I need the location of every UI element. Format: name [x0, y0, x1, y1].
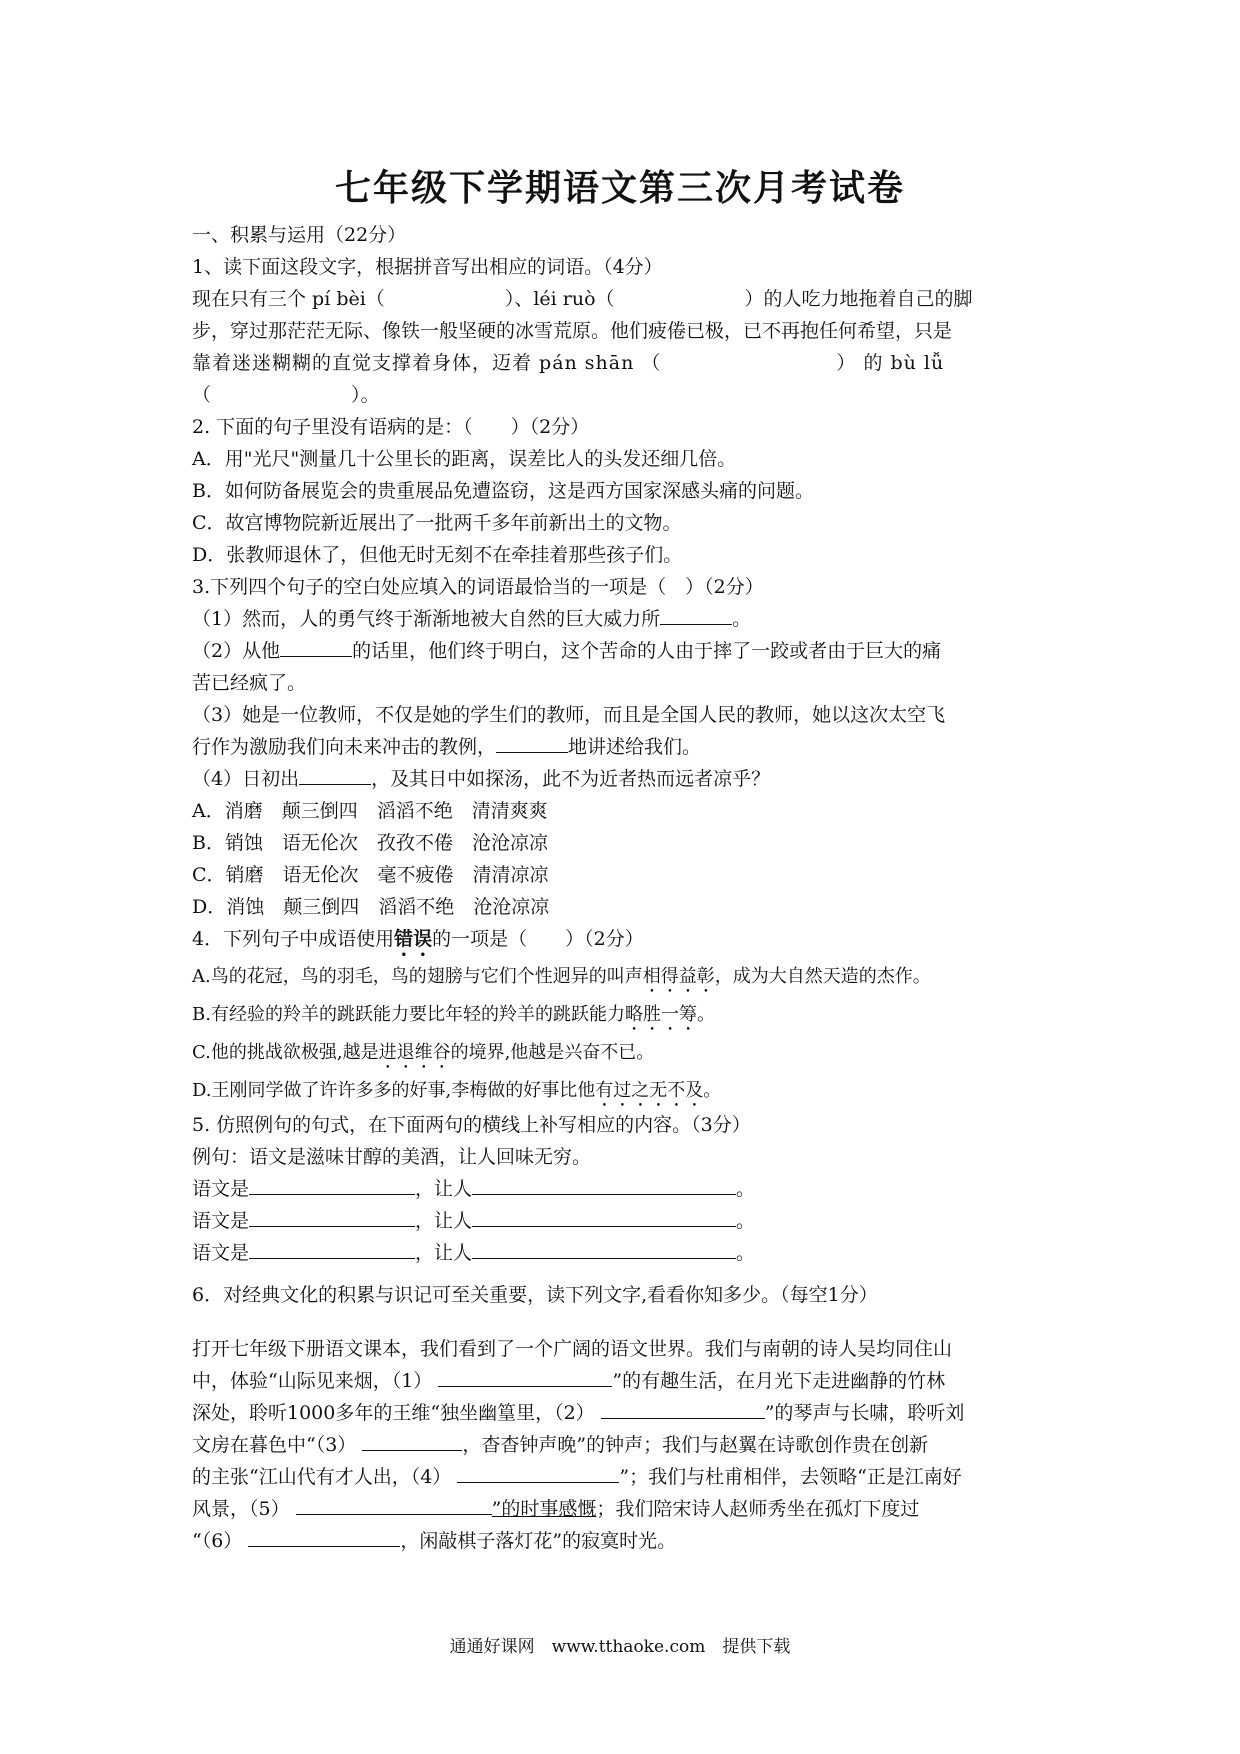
option-c: C．销磨 语无伦次 毫不疲倦 清清凉凉 [192, 864, 549, 886]
question-1-prompt: 1、读下面这段文字，根据拼音写出相应的词语。（4分） [192, 256, 663, 278]
option-a: A．用"光尺"测量几十公里长的距离，误差比人的头发还细几倍。 [192, 448, 737, 470]
fill-blank[interactable] [457, 1464, 619, 1483]
text-fragment: （ [192, 384, 212, 406]
passage-line [192, 1432, 928, 1458]
imitation-line-2 [192, 1208, 755, 1234]
text-fragment: C.他的挑战欲极强,越是 [192, 1042, 379, 1063]
text-fragment: 4．下列句子中成语使用 [192, 928, 395, 950]
idiom: 相得益彰 [642, 966, 715, 987]
option-b: B．销蚀 语无伦次 孜孜不倦 沧沧凉凉 [192, 832, 548, 854]
text-fragment: 靠着迷迷糊糊的直觉支撑着身体，迈着 pán shān （ [192, 352, 662, 374]
text-fragment: ）。 [351, 384, 380, 406]
text-fragment: 。 [696, 1004, 715, 1025]
fill-blank[interactable] [362, 1432, 462, 1451]
text-fragment: 中，体验“山际见来烟，（1） [192, 1370, 433, 1392]
passage-line [192, 1368, 945, 1394]
fill-blank[interactable] [438, 1368, 612, 1387]
text-fragment: 现在只有三个 pí bèi（ [192, 288, 385, 310]
option-c: C．故宫博物院新近展出了一批两千多年前新出土的文物。 [192, 512, 682, 534]
option-c [192, 1040, 654, 1073]
question-3-prompt: 3.下列四个句子的空白处应填入的词语最恰当的一项是（ ）（2分） [192, 576, 764, 598]
text-fragment: ”的有趣生活，在月光下走进幽静的竹林 [612, 1370, 946, 1392]
text-fragment: 的境界,他越是兴奋不已。 [450, 1042, 655, 1063]
download-footer: 通通好课网 www.tthaoke.com 提供下载 [449, 1637, 791, 1657]
text-fragment: ，杳杳钟声晚”的钟声；我们与赵翼在诗歌创作贵在创新 [462, 1434, 929, 1456]
text-fragment: ，让人 [415, 1242, 473, 1264]
sentence-2 [192, 638, 941, 664]
exam-title: 七年级下学期语文第三次月考试卷 [334, 167, 905, 209]
text-fragment: ，让人 [415, 1210, 473, 1232]
imitation-line-1 [192, 1176, 755, 1202]
text-fragment: ”；我们与杜甫相伴，去领略“正是江南好 [619, 1466, 962, 1488]
fill-blank[interactable] [296, 1496, 492, 1515]
text-fragment: ”的琴声与长啸，聆听刘 [764, 1402, 965, 1424]
text-fragment: 地讲述给我们。 [568, 736, 702, 758]
fill-blank[interactable] [249, 1208, 415, 1227]
idiom: 有过之无不及 [595, 1080, 704, 1101]
passage-line [192, 1400, 964, 1426]
question-5-prompt: 5. 仿照例句的句式，在下面两句的横线上补写相应的内容。（3分） [192, 1114, 751, 1136]
fill-blank[interactable] [249, 1176, 415, 1195]
fill-blank[interactable] [472, 1176, 736, 1195]
text-fragment: 语文是 [192, 1242, 250, 1264]
idiom: 略胜一筹 [624, 1004, 697, 1025]
sentence-2-cont: 苦已经疯了。 [192, 672, 307, 694]
option-b: B．如何防备展览会的贵重展品免遭盗窃，这是西方国家深感头痛的问题。 [192, 480, 814, 502]
passage-line [192, 1528, 676, 1554]
fill-blank[interactable] [601, 1400, 765, 1419]
option-a: A．消磨 颠三倒四 滔滔不绝 清清爽爽 [192, 800, 548, 822]
passage-line [192, 1464, 962, 1490]
section-heading: 一、积累与运用（22分） [192, 224, 407, 246]
text-fragment: 。 [736, 1242, 756, 1264]
imitation-line-3 [192, 1240, 755, 1266]
fill-blank[interactable] [299, 766, 371, 785]
question-4-prompt [192, 926, 644, 961]
example-sentence: 例句：语文是滋味甘醇的美酒，让人回味无穷。 [192, 1146, 592, 1168]
sentence-3-cont [192, 734, 701, 760]
question-6-prompt: 6．对经典文化的积累与识记可至关重要，读下列文字,看看你知多少。（每空1分） [192, 1284, 878, 1306]
text-fragment: D.王刚同学做了许许多多的好事,李梅做的好事比他 [192, 1080, 596, 1101]
sentence-1 [192, 606, 751, 632]
text-fragment: ，成为大自然天造的杰作。 [714, 966, 931, 987]
emphasized-word: 错误 [394, 928, 433, 950]
underlined-text: ”的时事感慨 [491, 1498, 597, 1520]
fill-blank[interactable] [280, 638, 352, 657]
text-fragment: B.有经验的羚羊的跳跃能力要比年轻的羚羊的跳跃能力 [192, 1004, 625, 1025]
text-fragment: ）的人吃力地拖着自己的脚 [744, 288, 973, 310]
fill-blank[interactable] [496, 734, 568, 753]
fill-blank[interactable] [249, 1240, 415, 1259]
text-fragment: （4）日初出 [192, 768, 300, 790]
text-fragment: 的主张“江山代有才人出，（4） [192, 1466, 452, 1488]
text-fragment: 行作为激励我们向未来冲击的教例， [192, 736, 497, 758]
question-1-line [192, 382, 380, 408]
fill-blank[interactable] [660, 606, 732, 625]
text-fragment: 。 [736, 1210, 756, 1232]
passage-line [192, 1496, 919, 1522]
idiom: 进退维谷 [378, 1042, 451, 1063]
text-fragment: ，及其日中如探汤，此不为近者热而远者凉乎？ [371, 768, 771, 790]
text-fragment: A.鸟的花冠，鸟的羽毛，鸟的翅膀与它们个性迥异的叫声 [192, 966, 643, 987]
option-d: D．消蚀 颠三倒四 滔滔不绝 沧沧凉凉 [192, 896, 550, 918]
text-fragment: 语文是 [192, 1178, 250, 1200]
question-1-line [192, 286, 973, 312]
question-1-line: 步，穿过那茫茫无际、像铁一般坚硬的冰雪荒原。他们疲倦已极，已不再抱任何希望，只是 [192, 320, 953, 342]
text-fragment: （2）从他 [192, 640, 281, 662]
option-b [192, 1002, 715, 1035]
sentence-3: （3）她是一位教师，不仅是她的学生们的教师，而且是全国人民的教师，她以这次太空飞 [192, 704, 946, 726]
text-fragment: ；我们陪宋诗人赵师秀坐在孤灯下度过 [596, 1498, 920, 1520]
question-2-prompt: 2. 下面的句子里没有语病的是：（ ）（2分） [192, 416, 590, 438]
option-d [192, 1078, 721, 1111]
fill-blank[interactable] [472, 1208, 736, 1227]
text-fragment: 深处，聆听1000多年的王维“独坐幽篁里，（2） [192, 1402, 595, 1424]
option-d: D．张教师退休了，但他无时无刻不在牵挂着那些孩子们。 [192, 544, 683, 566]
text-fragment: （1）然而，人的勇气终于渐渐地被大自然的巨大威力所 [192, 608, 661, 630]
text-fragment: ）、léi ruò（ [504, 288, 615, 310]
fill-blank[interactable] [248, 1528, 400, 1547]
fill-blank[interactable] [472, 1240, 736, 1259]
text-fragment: 。 [732, 608, 752, 630]
question-1-line [192, 350, 944, 376]
text-fragment: 语文是 [192, 1210, 250, 1232]
text-fragment: 的一项是（ ）（2分） [432, 928, 644, 950]
text-fragment: ） 的 bù lǚ [836, 352, 945, 374]
text-fragment: 的话里，他们终于明白，这个苦命的人由于摔了一跤或者由于巨大的痛 [352, 640, 942, 662]
text-fragment: 。 [736, 1178, 756, 1200]
sentence-4 [192, 766, 770, 792]
text-fragment: 文房在暮色中“（3） [192, 1434, 357, 1456]
text-fragment: “（6） [192, 1530, 243, 1552]
text-fragment: 。 [703, 1080, 722, 1101]
text-fragment: ，闲敲棋子落灯花”的寂寞时光。 [400, 1530, 677, 1552]
text-fragment: ，让人 [415, 1178, 473, 1200]
option-a [192, 964, 931, 997]
passage-line: 打开七年级下册语文课本，我们看到了一个广阔的语文世界。我们与南朝的诗人吴均同住山 [192, 1338, 953, 1360]
text-fragment: 风景，（5） [192, 1498, 290, 1520]
